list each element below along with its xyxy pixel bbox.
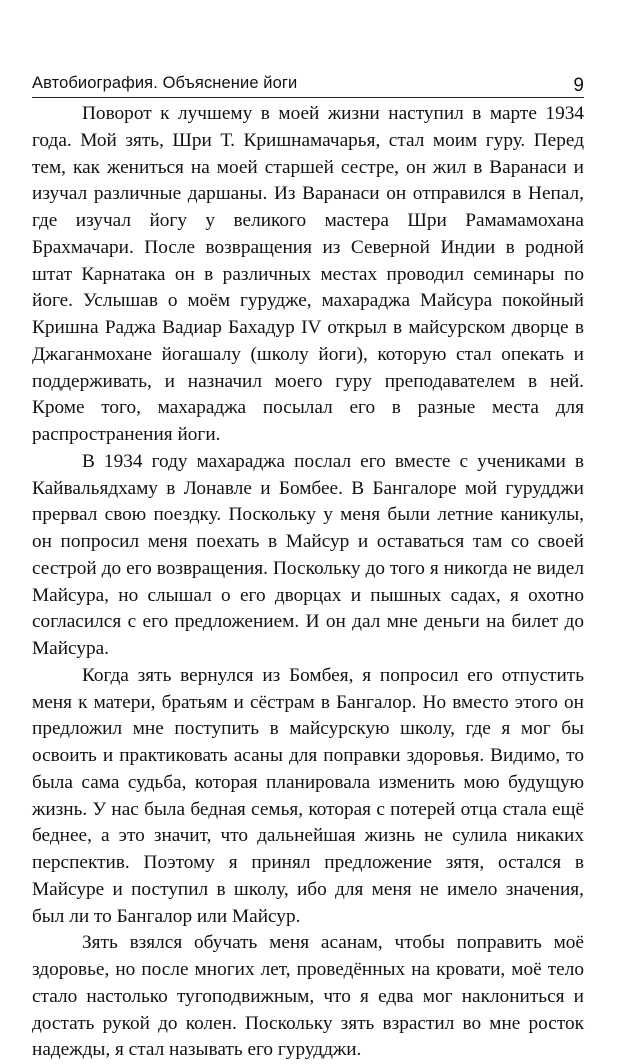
body-text xyxy=(32,101,584,1064)
paragraph-4: Зять взялся обучать меня асанам, чтобы поправить моё здоровье, но после многих лет, проведённых на кровати, моё тело стало настолько тугоподвижным, что я едва мог наклониться и достать рукой до колен. Поскольку зять взрастил во мне росток надежды, я стал называть его гурудджи. xyxy=(32,932,584,1061)
paragraph-3: Когда зять вернулся из Бомбея, я попросил его отпустить меня к матери, братьям и сёстрам в Бангалор. Но вместо этого он предложил мне поступить в майсурскую школу, где я мог бы освоить и практиковать асаны для поправки здоровья. Видимо, то была сама судьба, которая планировала изменить мою будущую жизнь. У нас была бедная семья, которая с потерей отца стала ещё беднее, а это значит, что дальнейшая жизнь не сулила никаких перспектив. Поэтому я принял предложение зятя, остался в Майсуре и поступил в школу, ибо для меня не имело значения, был ли то Бангалор или Майсур. xyxy=(32,664,584,927)
running-title: Автобиография. Объяснение йоги xyxy=(32,74,298,92)
running-head xyxy=(32,74,584,98)
paragraph-1: Поворот к лучшему в моей жизни наступил в марте 1934 года. Мой зять, Шри Т. Кришнамачарья, стал моим гуру. Перед тем, как жениться на моей старшей сестре, он жил в Варанаси и изучал различные даршаны. Из Варанаси он отправился в Непал, где изучал йогу у великого мастера Шри Рамамамохана Брахмачари. После возвращения из Северной Индии в родной штат Карнатака он в различных местах проводил семинары по йоге. Услышав о моём гурудже, махараджа Майсура покойный Кришна Раджа Вадиар Бахадур IV открыл в майсурском дворце в Джаганмохане йогашалу (школу йоги), которую стал опекать и поддерживать, и назначил моего гуру преподавателем в ней. Кроме того, махараджа посылал его в разные места для распространения йоги. xyxy=(32,103,584,445)
paragraph-2: В 1934 году махараджа послал его вместе с учениками в Кайвальядхаму в Лонавле и Бомбее. В Бангалоре мой гурудджи прервал свою поездку. Поскольку у меня были летние каникулы, он попросил меня поехать в Майсур и оставаться там со своей сестрой до его возвращения. Поскольку до того я никогда не видел Майсура, но слышал о его дворцах и пышных садах, я охотно согласился с его предложением. И он дал мне деньги на билет до Майсура. xyxy=(32,450,584,659)
page-number: 9 xyxy=(573,75,584,96)
